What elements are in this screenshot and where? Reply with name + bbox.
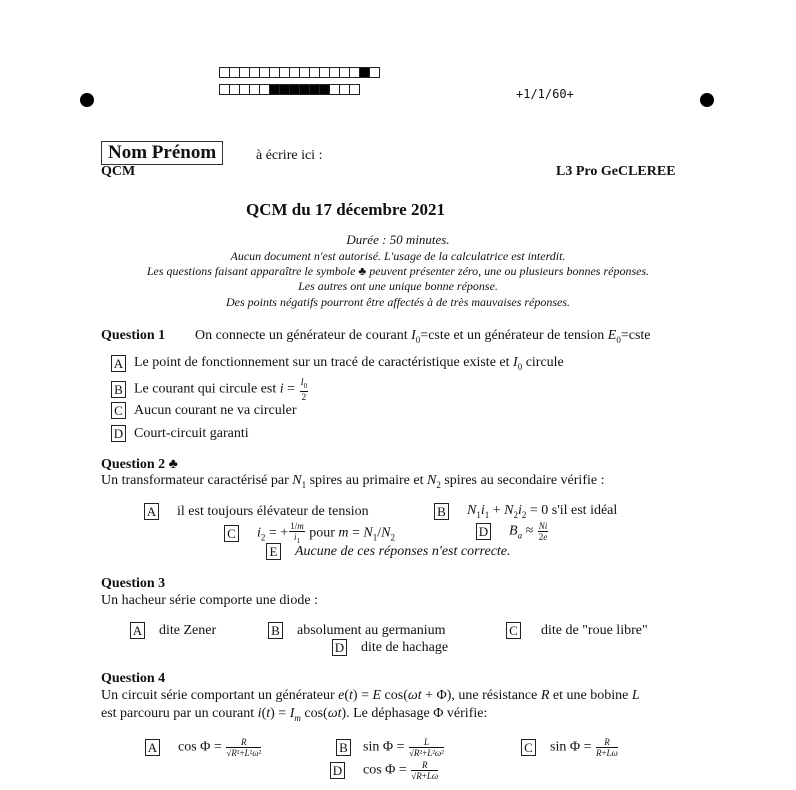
id-code-grid-bottom (219, 84, 359, 95)
name-hint: à écrire ici : (256, 148, 323, 163)
answer-option[interactable] (268, 622, 446, 639)
instruction-duration: Durée : 50 minutes. (346, 232, 450, 247)
header-left-label: QCM (101, 164, 136, 179)
answer-option[interactable] (111, 402, 296, 419)
registration-mark-right (700, 93, 714, 107)
option-text: dite de "roue libre" (541, 622, 648, 638)
checkbox-c[interactable]: C (224, 525, 239, 542)
answer-option[interactable]: A Le point de fonctionnement sur un tracé de caractéristique existe et $I_0$ circule (111, 355, 564, 372)
question-label: Question 4 (101, 671, 166, 686)
checkbox-b[interactable]: B (111, 381, 126, 398)
checkbox-c[interactable]: C (521, 739, 536, 756)
answer-option[interactable] (144, 503, 369, 520)
question-text: Un hacheur série comporte une diode : (101, 593, 318, 608)
checkbox-a[interactable]: A (145, 739, 160, 756)
instruction-line: Les questions faisant apparaître le symbole ♣ peuvent présenter zéro, une ou plusieurs bonnes réponses. (146, 264, 650, 278)
answer-option[interactable]: C $i_2$ = + $\frac{1/m}{i_1}$ pour $m = N_1/N_2$ (224, 521, 395, 546)
instruction-line: Des points négatifs pourront être affectés à de très mauvaises réponses. (225, 295, 571, 309)
question-text: Un transformateur caractérisé par $N_1$ spires au primaire et $N_2$ spires au secondaire vérifie : (101, 473, 605, 490)
answer-option[interactable] (266, 543, 511, 560)
answer-option[interactable]: B Le courant qui circule est i = $\frac{I_0}{2}$ (111, 377, 309, 402)
option-text: Aucune de ces réponses n'est correcte. (295, 543, 511, 559)
option-text: dite de hachage (361, 639, 449, 655)
answer-option[interactable]: C sin Φ = $\frac{R}{R+L\omega}$ (521, 737, 619, 758)
answer-option[interactable] (111, 425, 249, 442)
page-title: QCM du 17 décembre 2021 (246, 200, 445, 219)
question-text: Un circuit série comportant un générateur e(t) = E cos(ωt + Φ), une résistance R et une bobine L (101, 688, 640, 703)
checkbox-d[interactable]: D (330, 762, 345, 779)
name-box[interactable]: Nom Prénom (101, 141, 223, 165)
question-label: Question 3 (101, 576, 166, 591)
option-text: absolument au germanium (297, 622, 446, 638)
checkbox-b[interactable]: B (434, 503, 449, 520)
option-text: dite Zener (159, 622, 217, 638)
question-label: Question 2 ♣ (101, 457, 178, 472)
option-text: il est toujours élévateur de tension (177, 503, 369, 519)
registration-mark-left (80, 93, 94, 107)
checkbox-d[interactable]: D (476, 523, 491, 540)
answer-option[interactable]: B $N_1i_1 + N_2i_2 = 0$ s'il est idéal (434, 503, 617, 520)
answer-option[interactable] (332, 639, 448, 656)
answer-option[interactable]: D $B_a$ ≈ $\frac{Ni}{2e}$ (476, 521, 549, 542)
question-label: Question 1 (101, 328, 166, 343)
option-text: Aucun courant ne va circuler (134, 402, 297, 418)
checkbox-a[interactable]: A (130, 622, 145, 639)
answer-option[interactable] (130, 622, 216, 639)
checkbox-d[interactable]: D (111, 425, 126, 442)
option-text: Court-circuit garanti (134, 425, 249, 441)
checkbox-a[interactable]: A (144, 503, 159, 520)
checkbox-b[interactable]: B (268, 622, 283, 639)
answer-option[interactable]: A cos Φ = $\frac{R}{\text{√R²+L²ω²}}$ (145, 737, 262, 758)
page-id: +1/1/60+ (516, 87, 574, 101)
question-text: On connecte un générateur de courant $I_0=cste$ et un générateur de tension $E_0=cste$ (195, 328, 651, 345)
checkbox-d[interactable]: D (332, 639, 347, 656)
answer-option[interactable]: D cos Φ = $\frac{R}{√R+L\omega}$ (330, 760, 439, 781)
instruction-line: Les autres ont une unique bonne réponse. (298, 279, 498, 293)
checkbox-b[interactable]: B (336, 739, 351, 756)
question-text: est parcouru par un courant $i(t) = I_m$ cos(ωt). Le déphasage Φ vérifie: (101, 706, 488, 723)
checkbox-c[interactable]: C (506, 622, 521, 639)
checkbox-c[interactable]: C (111, 402, 126, 419)
answer-option[interactable] (506, 622, 648, 639)
id-code-grid-top (219, 67, 379, 78)
answer-option[interactable]: B sin Φ = $\frac{L}{\text{√R²+L²ω²}}$ (336, 737, 445, 758)
instruction-line: Aucun document n'est autorisé. L'usage de la calculatrice est interdit. (230, 249, 566, 263)
checkbox-e[interactable]: E (266, 543, 281, 560)
checkbox-a[interactable]: A (111, 355, 126, 372)
header-right-label: L3 Pro GeCLEREE (556, 164, 676, 179)
